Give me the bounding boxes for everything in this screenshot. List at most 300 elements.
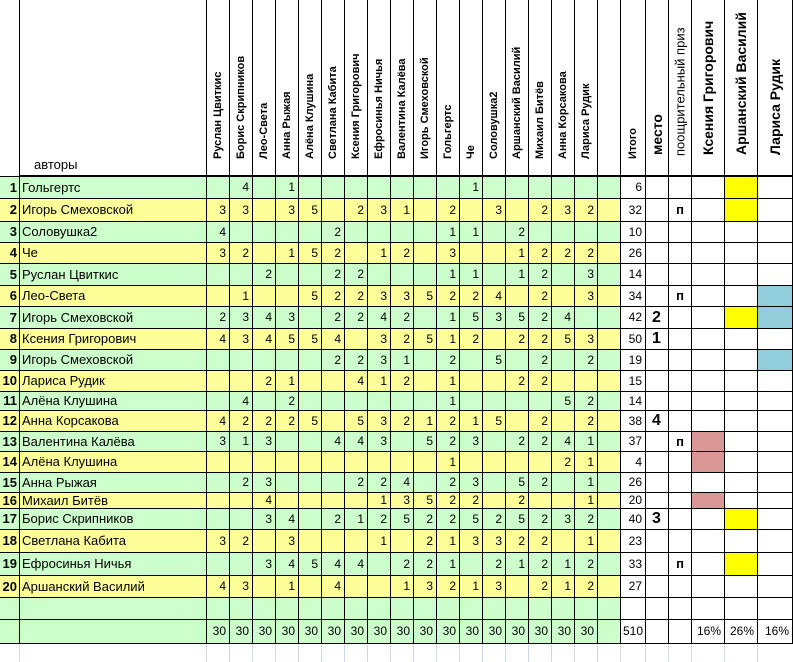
score-cell[interactable]: 4	[207, 329, 230, 350]
empty-cell[interactable]	[646, 620, 669, 644]
score-cell[interactable]	[391, 452, 414, 473]
score-cell[interactable]	[276, 432, 299, 452]
score-cell[interactable]: 3	[368, 350, 391, 371]
score-cell[interactable]: 4	[253, 329, 276, 350]
score-cell[interactable]: 2	[414, 553, 437, 576]
score-cell[interactable]: 3	[368, 329, 391, 350]
score-cell[interactable]: 2	[483, 553, 506, 576]
nominee-vote-cell[interactable]	[725, 576, 758, 598]
score-cell[interactable]	[299, 371, 322, 392]
score-cell[interactable]: 2	[460, 286, 483, 307]
score-cell[interactable]: 5	[414, 432, 437, 452]
score-cell[interactable]	[299, 473, 322, 493]
score-cell[interactable]	[552, 264, 575, 286]
score-cell[interactable]: 4	[276, 509, 299, 530]
prize-cell[interactable]: п	[669, 286, 692, 307]
score-cell[interactable]: 4	[552, 432, 575, 452]
place-cell[interactable]	[646, 473, 669, 493]
spacer-cell[interactable]	[598, 432, 621, 452]
score-cell[interactable]	[368, 177, 391, 199]
spacer-cell[interactable]	[598, 530, 621, 553]
score-cell[interactable]	[483, 222, 506, 243]
spacer-cell[interactable]	[598, 329, 621, 350]
nominee-vote-cell[interactable]	[692, 307, 725, 329]
author-name[interactable]: Че	[20, 243, 207, 264]
score-cell[interactable]: 2	[230, 473, 253, 493]
score-cell[interactable]: 2	[437, 509, 460, 530]
score-cell[interactable]	[345, 530, 368, 553]
score-cell[interactable]: 5	[552, 392, 575, 411]
score-cell[interactable]	[414, 243, 437, 264]
nominee-vote-cell[interactable]	[692, 177, 725, 199]
place-cell[interactable]	[646, 286, 669, 307]
score-cell[interactable]: 2	[529, 473, 552, 493]
score-cell[interactable]	[299, 493, 322, 509]
score-cell[interactable]: 4	[345, 371, 368, 392]
score-cell[interactable]: 4	[276, 553, 299, 576]
score-cell[interactable]: 1	[368, 243, 391, 264]
score-cell[interactable]: 1	[230, 432, 253, 452]
author-name[interactable]: Лариса Рудик	[20, 371, 207, 392]
nominee-vote-cell[interactable]	[692, 243, 725, 264]
score-cell[interactable]	[368, 264, 391, 286]
nominee-header[interactable]	[692, 0, 725, 177]
nominee-vote-cell[interactable]	[758, 473, 793, 493]
score-cell[interactable]: 2	[552, 243, 575, 264]
row-total[interactable]: 42	[621, 307, 646, 329]
score-cell[interactable]: 3	[483, 576, 506, 598]
score-cell[interactable]: 1	[575, 493, 598, 509]
nominee-header[interactable]	[725, 0, 758, 177]
row-total[interactable]: 15	[621, 371, 646, 392]
nominee-vote-cell[interactable]	[758, 177, 793, 199]
score-cell[interactable]: 3	[483, 199, 506, 222]
score-cell[interactable]	[253, 243, 276, 264]
author-name[interactable]: Аршанский Василий	[20, 576, 207, 598]
spacer-cell[interactable]	[598, 350, 621, 371]
score-cell[interactable]	[253, 576, 276, 598]
score-cell[interactable]: 2	[253, 411, 276, 432]
author-name[interactable]: Валентина Калёва	[20, 432, 207, 452]
score-cell[interactable]	[230, 452, 253, 473]
score-cell[interactable]: 5	[483, 350, 506, 371]
score-cell[interactable]: 3	[460, 530, 483, 553]
row-total[interactable]: 4	[621, 452, 646, 473]
nominee-vote-cell[interactable]	[725, 473, 758, 493]
score-cell[interactable]: 5	[460, 509, 483, 530]
score-cell[interactable]: 5	[460, 307, 483, 329]
score-cell[interactable]: 4	[391, 473, 414, 493]
score-cell[interactable]	[368, 576, 391, 598]
score-cell[interactable]: 2	[391, 243, 414, 264]
score-cell[interactable]: 2	[506, 530, 529, 553]
score-cell[interactable]: 3	[276, 307, 299, 329]
score-cell[interactable]: 3	[368, 432, 391, 452]
score-cell[interactable]: 2	[368, 509, 391, 530]
author-name[interactable]: Борис Скрипников	[20, 509, 207, 530]
score-cell[interactable]	[414, 199, 437, 222]
score-cell[interactable]: 3	[460, 432, 483, 452]
score-cell[interactable]	[299, 432, 322, 452]
score-cell[interactable]: 2	[322, 350, 345, 371]
score-cell[interactable]: 1	[437, 530, 460, 553]
prize-cell[interactable]	[669, 493, 692, 509]
author-name[interactable]: Алёна Клушина	[20, 452, 207, 473]
spacer-cell[interactable]	[598, 307, 621, 329]
score-cell[interactable]	[460, 371, 483, 392]
score-cell[interactable]: 2	[529, 553, 552, 576]
score-cell[interactable]: 3	[207, 199, 230, 222]
place-cell[interactable]	[646, 493, 669, 509]
score-cell[interactable]: 2	[529, 307, 552, 329]
row-total[interactable]: 14	[621, 392, 646, 411]
spacer-cell[interactable]	[598, 576, 621, 598]
score-cell[interactable]: 2	[575, 411, 598, 432]
prize-cell[interactable]	[669, 371, 692, 392]
score-cell[interactable]	[483, 432, 506, 452]
nominee-vote-cell[interactable]	[692, 286, 725, 307]
score-cell[interactable]: 2	[506, 329, 529, 350]
score-cell[interactable]	[207, 509, 230, 530]
score-cell[interactable]	[322, 199, 345, 222]
score-cell[interactable]: 1	[437, 392, 460, 411]
prize-cell[interactable]: п	[669, 553, 692, 576]
empty-cell[interactable]	[669, 598, 692, 620]
place-cell[interactable]	[646, 432, 669, 452]
prize-cell[interactable]	[669, 307, 692, 329]
score-cell[interactable]: 2	[322, 307, 345, 329]
author-name[interactable]: Руслан Цвиткис	[20, 264, 207, 286]
nominee-vote-cell[interactable]	[725, 452, 758, 473]
score-cell[interactable]	[322, 452, 345, 473]
empty-cell[interactable]	[391, 598, 414, 620]
score-cell[interactable]	[483, 452, 506, 473]
author-name[interactable]: Соловушка2	[20, 222, 207, 243]
empty-cell[interactable]	[276, 598, 299, 620]
score-cell[interactable]	[322, 392, 345, 411]
nominee-vote-cell[interactable]	[725, 177, 758, 199]
score-cell[interactable]	[391, 530, 414, 553]
score-cell[interactable]: 2	[253, 264, 276, 286]
spacer-cell[interactable]	[598, 473, 621, 493]
score-cell[interactable]	[460, 553, 483, 576]
empty-cell[interactable]	[414, 598, 437, 620]
score-cell[interactable]: 2	[414, 509, 437, 530]
score-cell[interactable]	[368, 392, 391, 411]
score-cell[interactable]: 3	[230, 199, 253, 222]
spacer-cell[interactable]	[598, 452, 621, 473]
score-cell[interactable]	[345, 243, 368, 264]
empty-cell[interactable]	[506, 598, 529, 620]
place-cell[interactable]	[646, 452, 669, 473]
score-cell[interactable]	[322, 493, 345, 509]
score-cell[interactable]: 2	[391, 329, 414, 350]
place-cell[interactable]: 1	[646, 329, 669, 350]
empty-cell[interactable]	[669, 620, 692, 644]
score-cell[interactable]	[276, 222, 299, 243]
empty-cell[interactable]	[207, 598, 230, 620]
score-cell[interactable]: 2	[345, 350, 368, 371]
nominee-vote-cell[interactable]	[758, 243, 793, 264]
score-cell[interactable]	[552, 493, 575, 509]
score-cell[interactable]	[299, 350, 322, 371]
score-cell[interactable]: 1	[552, 576, 575, 598]
score-cell[interactable]	[506, 286, 529, 307]
score-cell[interactable]: 2	[230, 530, 253, 553]
column-header[interactable]	[414, 0, 437, 177]
score-cell[interactable]: 3	[253, 509, 276, 530]
score-cell[interactable]: 1	[437, 553, 460, 576]
score-cell[interactable]	[253, 286, 276, 307]
score-cell[interactable]: 1	[460, 222, 483, 243]
score-cell[interactable]	[230, 264, 253, 286]
score-cell[interactable]: 1	[437, 329, 460, 350]
nominee-vote-cell[interactable]	[758, 307, 793, 329]
score-cell[interactable]	[322, 177, 345, 199]
nominee-vote-cell[interactable]	[758, 222, 793, 243]
score-cell[interactable]: 2	[230, 243, 253, 264]
score-cell[interactable]: 2	[529, 576, 552, 598]
score-cell[interactable]: 3	[207, 530, 230, 553]
score-cell[interactable]: 2	[529, 264, 552, 286]
score-cell[interactable]: 4	[230, 392, 253, 411]
score-cell[interactable]: 2	[391, 307, 414, 329]
score-cell[interactable]: 2	[529, 411, 552, 432]
row-total[interactable]: 6	[621, 177, 646, 199]
nominee-vote-cell[interactable]	[692, 392, 725, 411]
score-cell[interactable]: 1	[460, 177, 483, 199]
score-cell[interactable]	[299, 264, 322, 286]
nominee-vote-cell[interactable]	[692, 493, 725, 509]
nominee-vote-cell[interactable]	[725, 493, 758, 509]
score-cell[interactable]: 2	[322, 264, 345, 286]
score-cell[interactable]	[345, 452, 368, 473]
score-cell[interactable]: 5	[506, 473, 529, 493]
score-cell[interactable]	[276, 452, 299, 473]
score-cell[interactable]: 1	[575, 432, 598, 452]
author-name[interactable]: Ксения Григорович	[20, 329, 207, 350]
score-cell[interactable]: 3	[391, 493, 414, 509]
spacer-cell[interactable]	[598, 286, 621, 307]
column-header[interactable]	[460, 0, 483, 177]
score-cell[interactable]: 4	[322, 553, 345, 576]
score-cell[interactable]: 4	[253, 307, 276, 329]
score-cell[interactable]: 4	[322, 432, 345, 452]
score-cell[interactable]: 2	[437, 286, 460, 307]
spacer-cell[interactable]	[598, 509, 621, 530]
score-cell[interactable]: 2	[529, 432, 552, 452]
score-cell[interactable]: 4	[253, 493, 276, 509]
column-header[interactable]	[207, 0, 230, 177]
row-total[interactable]: 34	[621, 286, 646, 307]
score-cell[interactable]	[230, 509, 253, 530]
score-cell[interactable]	[506, 199, 529, 222]
score-cell[interactable]	[483, 392, 506, 411]
nominee-vote-cell[interactable]	[758, 392, 793, 411]
score-cell[interactable]	[276, 264, 299, 286]
nominee-vote-cell[interactable]	[725, 411, 758, 432]
nominee-vote-cell[interactable]	[758, 509, 793, 530]
empty-cell[interactable]	[483, 598, 506, 620]
nominee-vote-cell[interactable]	[725, 392, 758, 411]
score-cell[interactable]: 1	[414, 411, 437, 432]
score-cell[interactable]: 4	[345, 553, 368, 576]
score-cell[interactable]: 2	[529, 199, 552, 222]
score-cell[interactable]	[575, 371, 598, 392]
score-cell[interactable]: 2	[414, 530, 437, 553]
score-cell[interactable]: 3	[276, 199, 299, 222]
score-cell[interactable]: 4	[368, 307, 391, 329]
score-cell[interactable]: 1	[437, 264, 460, 286]
score-cell[interactable]: 5	[414, 286, 437, 307]
score-cell[interactable]: 1	[437, 307, 460, 329]
score-cell[interactable]: 3	[368, 199, 391, 222]
score-cell[interactable]: 2	[322, 243, 345, 264]
score-cell[interactable]	[253, 177, 276, 199]
score-cell[interactable]: 2	[529, 530, 552, 553]
score-cell[interactable]: 2	[575, 553, 598, 576]
nominee-vote-cell[interactable]	[725, 432, 758, 452]
score-cell[interactable]	[483, 329, 506, 350]
row-total[interactable]: 26	[621, 243, 646, 264]
prize-cell[interactable]	[669, 177, 692, 199]
score-cell[interactable]: 2	[322, 222, 345, 243]
nominee-vote-cell[interactable]	[758, 264, 793, 286]
score-cell[interactable]: 4	[322, 329, 345, 350]
score-cell[interactable]	[207, 452, 230, 473]
nominee-vote-cell[interactable]	[692, 432, 725, 452]
score-cell[interactable]: 1	[391, 199, 414, 222]
score-cell[interactable]: 3	[552, 509, 575, 530]
place-cell[interactable]	[646, 243, 669, 264]
score-cell[interactable]	[368, 553, 391, 576]
place-cell[interactable]	[646, 371, 669, 392]
score-cell[interactable]: 2	[575, 199, 598, 222]
score-cell[interactable]: 2	[575, 392, 598, 411]
score-cell[interactable]	[552, 350, 575, 371]
score-cell[interactable]: 3	[253, 432, 276, 452]
nominee-vote-cell[interactable]	[692, 530, 725, 553]
nominee-vote-cell[interactable]	[692, 264, 725, 286]
score-cell[interactable]	[299, 530, 322, 553]
score-cell[interactable]: 4	[345, 432, 368, 452]
score-cell[interactable]: 2	[529, 243, 552, 264]
score-cell[interactable]: 5	[276, 329, 299, 350]
nominee-header[interactable]	[758, 0, 793, 177]
nominee-vote-cell[interactable]	[692, 350, 725, 371]
empty-cell[interactable]	[368, 598, 391, 620]
score-cell[interactable]: 1	[276, 576, 299, 598]
nominee-vote-cell[interactable]	[692, 553, 725, 576]
score-cell[interactable]: 2	[483, 509, 506, 530]
score-cell[interactable]: 3	[552, 199, 575, 222]
score-cell[interactable]	[345, 576, 368, 598]
author-name[interactable]: Анна Корсакова	[20, 411, 207, 432]
spacer-cell[interactable]	[598, 264, 621, 286]
score-cell[interactable]	[414, 350, 437, 371]
score-cell[interactable]: 1	[391, 576, 414, 598]
score-cell[interactable]: 3	[575, 264, 598, 286]
score-cell[interactable]	[414, 473, 437, 493]
score-cell[interactable]: 3	[253, 553, 276, 576]
column-header[interactable]	[437, 0, 460, 177]
row-total[interactable]: 33	[621, 553, 646, 576]
score-cell[interactable]	[207, 350, 230, 371]
score-cell[interactable]: 2	[575, 576, 598, 598]
nominee-vote-cell[interactable]	[725, 243, 758, 264]
score-cell[interactable]: 2	[437, 493, 460, 509]
score-cell[interactable]: 3	[437, 243, 460, 264]
score-cell[interactable]: 2	[575, 509, 598, 530]
nominee-vote-cell[interactable]	[692, 473, 725, 493]
score-cell[interactable]: 1	[437, 371, 460, 392]
score-cell[interactable]	[391, 177, 414, 199]
empty-cell[interactable]	[345, 598, 368, 620]
score-cell[interactable]	[299, 576, 322, 598]
score-cell[interactable]: 3	[575, 329, 598, 350]
score-cell[interactable]	[506, 177, 529, 199]
nominee-vote-cell[interactable]	[758, 411, 793, 432]
score-cell[interactable]: 2	[368, 473, 391, 493]
total-header[interactable]	[621, 0, 646, 177]
nominee-vote-cell[interactable]	[725, 264, 758, 286]
column-header[interactable]	[322, 0, 345, 177]
prize-cell[interactable]	[669, 452, 692, 473]
score-cell[interactable]: 2	[460, 493, 483, 509]
author-name[interactable]: Игорь Смеховской	[20, 199, 207, 222]
score-cell[interactable]	[483, 473, 506, 493]
column-header[interactable]	[253, 0, 276, 177]
score-cell[interactable]	[414, 452, 437, 473]
place-cell[interactable]	[646, 177, 669, 199]
score-cell[interactable]: 2	[529, 286, 552, 307]
author-name[interactable]: Игорь Смеховской	[20, 350, 207, 371]
spacer-cell[interactable]	[598, 371, 621, 392]
score-cell[interactable]: 2	[506, 371, 529, 392]
score-cell[interactable]: 2	[437, 432, 460, 452]
score-cell[interactable]: 1	[276, 371, 299, 392]
score-cell[interactable]	[230, 222, 253, 243]
score-cell[interactable]	[391, 432, 414, 452]
score-cell[interactable]: 5	[299, 411, 322, 432]
score-cell[interactable]: 2	[437, 350, 460, 371]
score-cell[interactable]: 2	[437, 473, 460, 493]
row-total[interactable]: 37	[621, 432, 646, 452]
score-cell[interactable]	[483, 371, 506, 392]
score-cell[interactable]: 3	[276, 530, 299, 553]
score-cell[interactable]: 1	[506, 243, 529, 264]
score-cell[interactable]: 5	[299, 553, 322, 576]
prize-cell[interactable]	[669, 473, 692, 493]
place-cell[interactable]	[646, 392, 669, 411]
score-cell[interactable]: 5	[299, 286, 322, 307]
score-cell[interactable]	[253, 392, 276, 411]
nominee-vote-cell[interactable]	[758, 371, 793, 392]
score-cell[interactable]: 2	[437, 576, 460, 598]
score-cell[interactable]: 3	[207, 432, 230, 452]
column-header[interactable]	[345, 0, 368, 177]
score-cell[interactable]: 1	[460, 264, 483, 286]
score-cell[interactable]: 3	[368, 286, 391, 307]
score-cell[interactable]: 1	[368, 493, 391, 509]
score-cell[interactable]	[575, 307, 598, 329]
score-cell[interactable]	[207, 493, 230, 509]
nominee-vote-cell[interactable]	[758, 329, 793, 350]
score-cell[interactable]: 5	[506, 509, 529, 530]
nominee-vote-cell[interactable]	[725, 307, 758, 329]
row-total[interactable]: 20	[621, 493, 646, 509]
column-header[interactable]	[230, 0, 253, 177]
